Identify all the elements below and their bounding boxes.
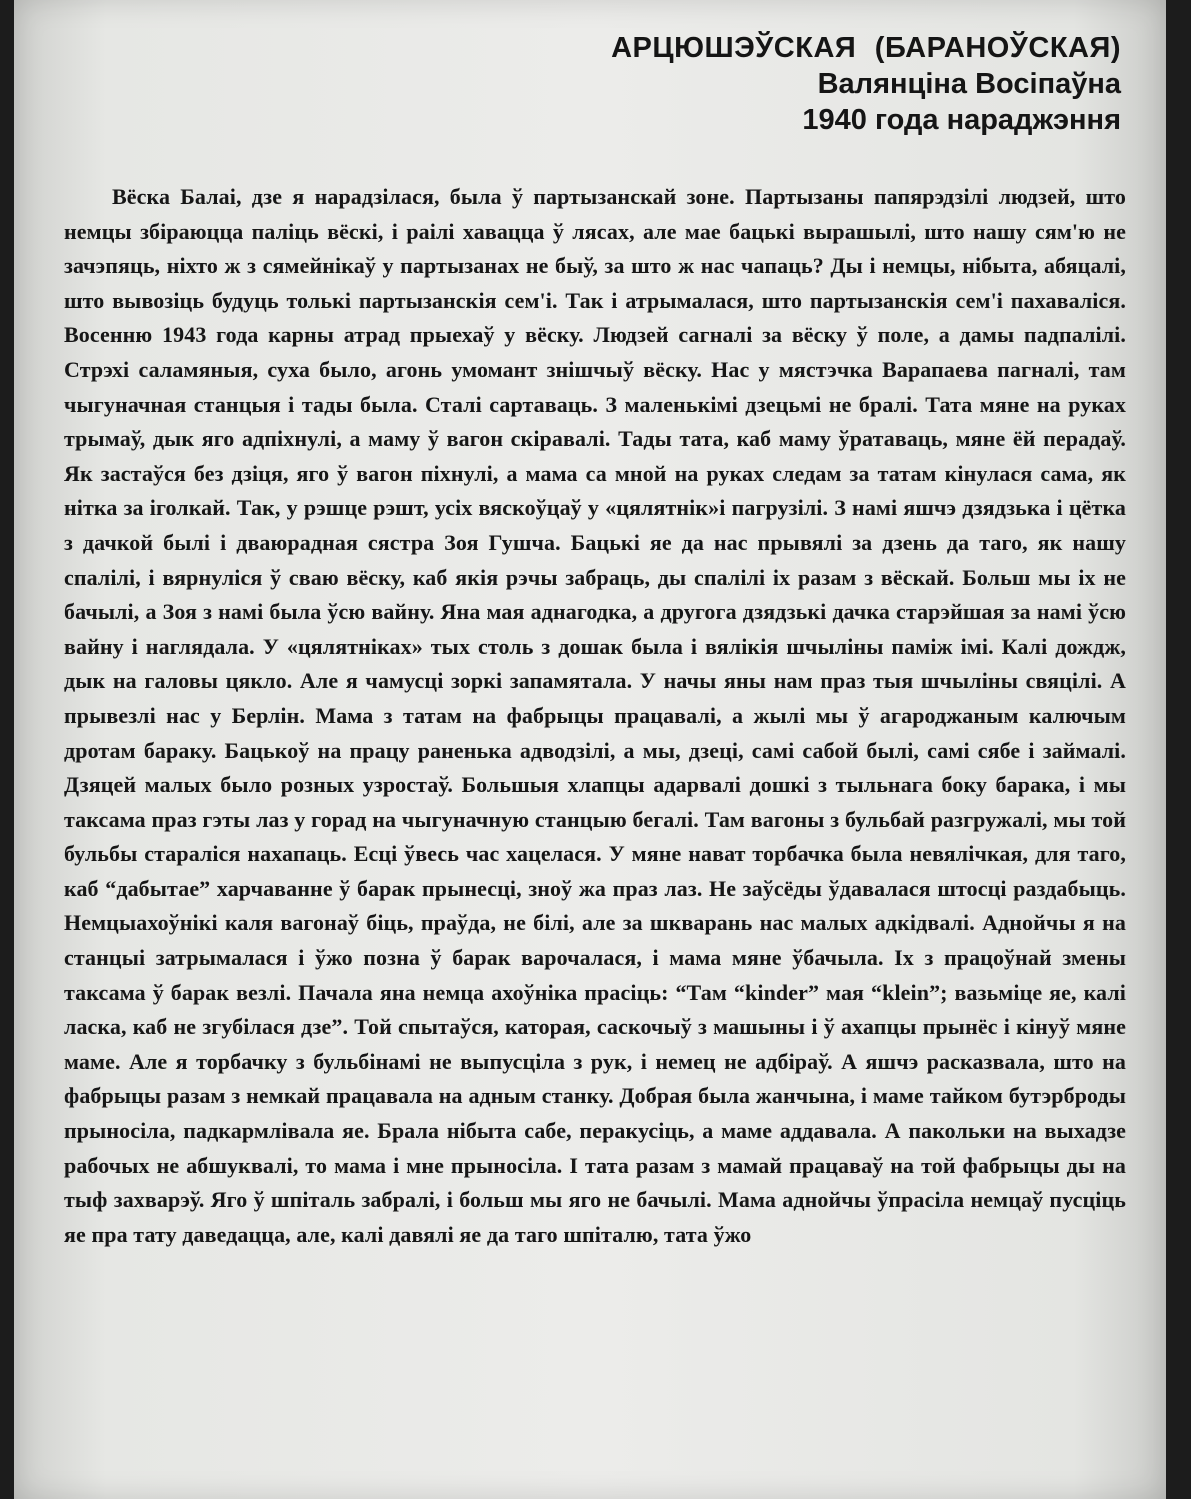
person-given-names: Валянціна Восіпаўна xyxy=(817,68,1121,100)
document-page xyxy=(14,0,1166,1499)
document-header xyxy=(611,30,1121,138)
person-surname: АРЦЮШЭЎСКАЯ (БАРАНОЎСКАЯ) xyxy=(611,32,1121,64)
testimony-paragraph: Вёска Балаі, дзе я нарадзілася, была ў партызанскай зоне. Партызаны папярэдзілі людзей, што немцы збіраюцца паліць вёскі, і раілі хавацца ў лясах, але мае бацькі вырашылі, што нашу сям'ю не зачэпяць, ніхто ж з сямейнікаў у партызанах не быў, за што ж нас чапаць? Ды і немцы, нібыта, абяцалі, што вывозіць будуць толькі партызанскія сем'і. Так і атрымалася, што партызанскія сем'і пахаваліся. Восенню 1943 года карны атрад прыехаў у вёску. Людзей сагналі за вёску ў поле, а дамы падпалілі. Стрэхі саламяныя, суха было, агонь умомант знішчыў вёску. Нас у мястэчка Варапаева пагналі, там чыгуначная станцыя і тады была. Сталі сартаваць. З маленькімі дзецьмі не бралі. Тата мяне на руках трымаў, дык яго адпіхнулі, а маму ў вагон скіравалі. Тады тата, каб маму ўратаваць, мяне ёй перадаў. Як застаўся без дзіця, яго ў вагон піхнулі, а мама са мной на руках следам за татам кінулася сама, як нітка за іголкай. Так, у рэшце рэшт, усіх вяскоўцаў у «цялятнік»і пагрузілі. З намі яшчэ дзядзька і цётка з дачкой былі і дваюрадная сястра Зоя Гушча. Бацькі яе да нас прывялі за дзень да таго, як нашу спалілі, і вярнуліся ў сваю вёску, каб якія рэчы забраць, ды спалілі іх разам з вёскай. Больш мы іх не бачылі, а Зоя з намі была ўсю вайну. Яна мая аднагодка, а другога дзядзькі дачка старэйшая за намі ўсю вайну і наглядала. У «цялятніках» тых столь з дошак была і вялікія шчыліны паміж імі. Калі дождж, дык на галовы цякло. Але я чамусці зоркі запамятала. У начы яны нам праз тыя шчыліны свяцілі. А прывезлі нас у Берлін. Мама з татам на фабрыцы працавалі, а жылі мы ў агароджаным калючым дротам бараку. Бацькоў на працу раненька адводзілі, а мы, дзеці, самі сабой былі, самі сябе і займалі. Дзяцей малых было розных узростаў. Большыя хлапцы адарвалі дошкі з тыльнага боку барака, і мы таксама праз гэты лаз у горад на чыгуначную станцыю бегалі. Там вагоны з бульбай разгружалі, мы той бульбы стараліся нахапаць. Есці ўвесь час хацелася. У мяне нават торбачка была невялічкая, для таго, каб “дабытае” харчаванне ў барак прынесці, зноў жа праз лаз. Не заўсёды ўдавалася штосці раздабыць. Немцыахоўнікі каля вагонаў біць, праўда, не білі, але за шкварань нас малых адкідвалі. Аднойчы я на станцыі затрымалася і ўжо позна ў барак варочалася, і мама мяне ўбачыла. Іх з працоўнай змены таксама ў барак везлі. Пачала яна немца ахоўніка прасіць: “Там “kinder” мая “klein”; вазьміце яе, калі ласка, каб не згубілася дзе”. Той спытаўся, каторая, саскочыў з машыны і ў ахапцы прынёс і кінуў мяне маме. Але я торбачку з бульбінамі не выпусціла з рук, і немец не адбіраў. А яшчэ расказвала, што на фабрыцы разам з немкай працавала на адным станку. Добрая была жанчына, і маме тайком бутэрброды прыносіла, падкармлівала яе. Брала нібыта сабе, перакусіць, а маме аддавала. А пакольки на выхадзе рабочых не абшуквалі, то мама і мне прыносіла. І тата разам з мамай працаваў на той фабрыцы ды на тыф захварэў. Яго ў шпіталь забралі, і больш мы яго не бачылі. Мама аднойчы ўпрасіла немцаў пусціць яе пра тату даведацца, але, калі давялі яе да таго шпіталю, тата ўжо xyxy=(64,184,1126,1247)
person-birth-year: 1940 года нараджэння xyxy=(802,104,1121,136)
